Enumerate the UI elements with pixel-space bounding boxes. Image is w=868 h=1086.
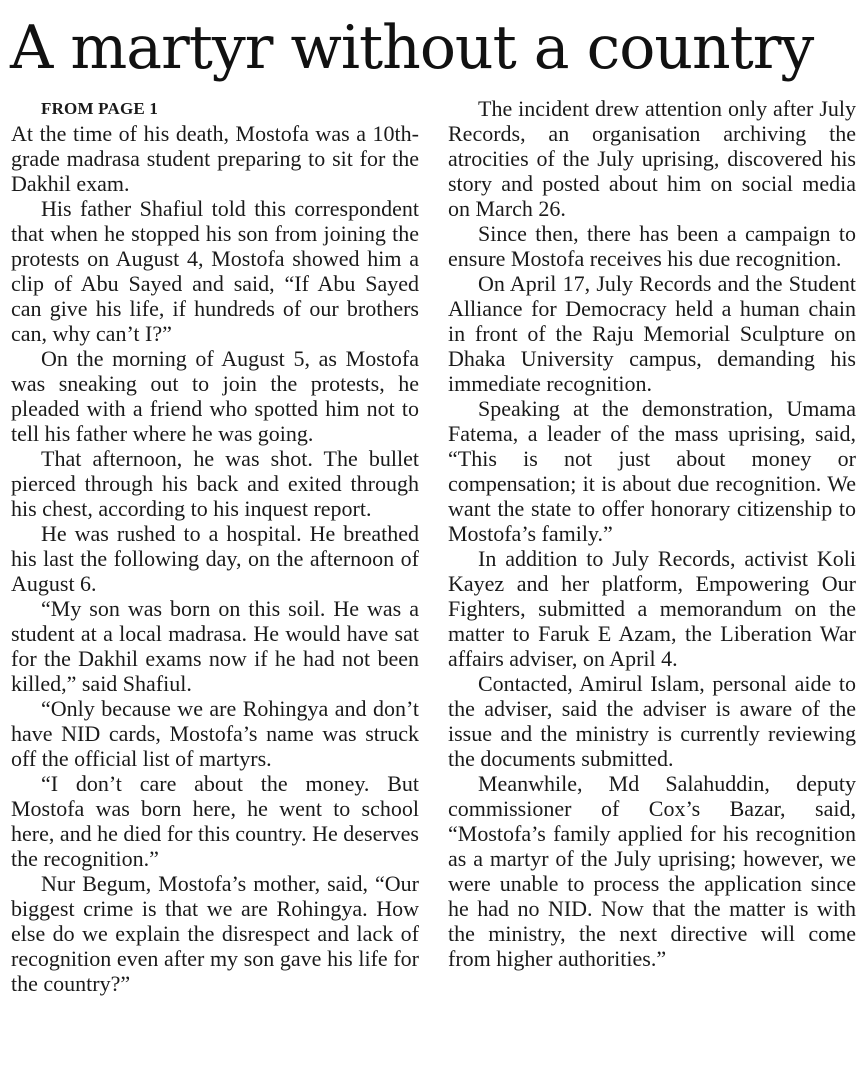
right-column [448,96,856,971]
paragraph: Nur Begum, Mostofa’s mother, said, “Our biggest crime is that we are Rohingya. How else do we explain the disrespect and lack of recognition even after my son gave his life for the country?” [11,871,419,996]
paragraph: That afternoon, he was shot. The bullet pierced through his back and exited through his chest, according to his inquest report. [11,446,419,521]
left-column [11,96,419,996]
paragraph: In addition to July Records, activist Koli Kayez and her platform, Empowering Our Fighters, submitted a memorandum on the matter to Faruk E Azam, the Liberation War affairs adviser, on April 4. [448,546,856,671]
headline: A martyr without a country [10,13,814,83]
paragraph: Meanwhile, Md Salahuddin, deputy commissioner of Cox’s Bazar, said, “Mostofa’s family applied for his recognition as a martyr of the July uprising; however, we were unable to process the application since he had no NID. Now that the matter is with the ministry, the next directive will come from higher authorities.” [448,771,856,971]
paragraph: His father Shafiul told this correspondent that when he stopped his son from joining the protests on August 4, Mostofa showed him a clip of Abu Sayed and said, “If Abu Sayed can give his life, if hundreds of our brothers can, why can’t I?” [11,196,419,346]
paragraph: He was rushed to a hospital. He breathed his last the following day, on the afternoon of August 6. [11,521,419,596]
paragraph: “My son was born on this soil. He was a student at a local madrasa. He would have sat for the Dakhil exams now if he had not been killed,” said Shafiul. [11,596,419,696]
paragraph: “Only because we are Rohingya and don’t have NID cards, Mostofa’s name was struck off the official list of martyrs. [11,696,419,771]
paragraph: On April 17, July Records and the Student Alliance for Democracy held a human chain in front of the Raju Memorial Sculpture on Dhaka University campus, demanding his immediate recognition. [448,271,856,396]
paragraph: “I don’t care about the money. But Mostofa was born here, he went to school here, and he died for this country. He deserves the recognition.” [11,771,419,871]
paragraph: Contacted, Amirul Islam, personal aide to the adviser, said the adviser is aware of the issue and the ministry is currently reviewing the documents submitted. [448,671,856,771]
paragraph: Speaking at the demonstration, Umama Fatema, a leader of the mass uprising, said, “This is not just about money or compensation; it is about due recognition. We want the state to offer honorary citizenship to Mostofa’s family.” [448,396,856,546]
paragraph: At the time of his death, Mostofa was a 10th-grade madrasa student preparing to sit for the Dakhil exam. [11,121,419,196]
paragraph: Since then, there has been a campaign to ensure Mostofa receives his due recognition. [448,221,856,271]
paragraph: The incident drew attention only after July Records, an organisation archiving the atrocities of the July uprising, discovered his story and posted about him on social media on March 26. [448,96,856,221]
paragraph: On the morning of August 5, as Mostofa was sneaking out to join the protests, he pleaded with a friend who spotted him not to tell his father where he was going. [11,346,419,446]
kicker: FROM PAGE 1 [41,99,159,118]
